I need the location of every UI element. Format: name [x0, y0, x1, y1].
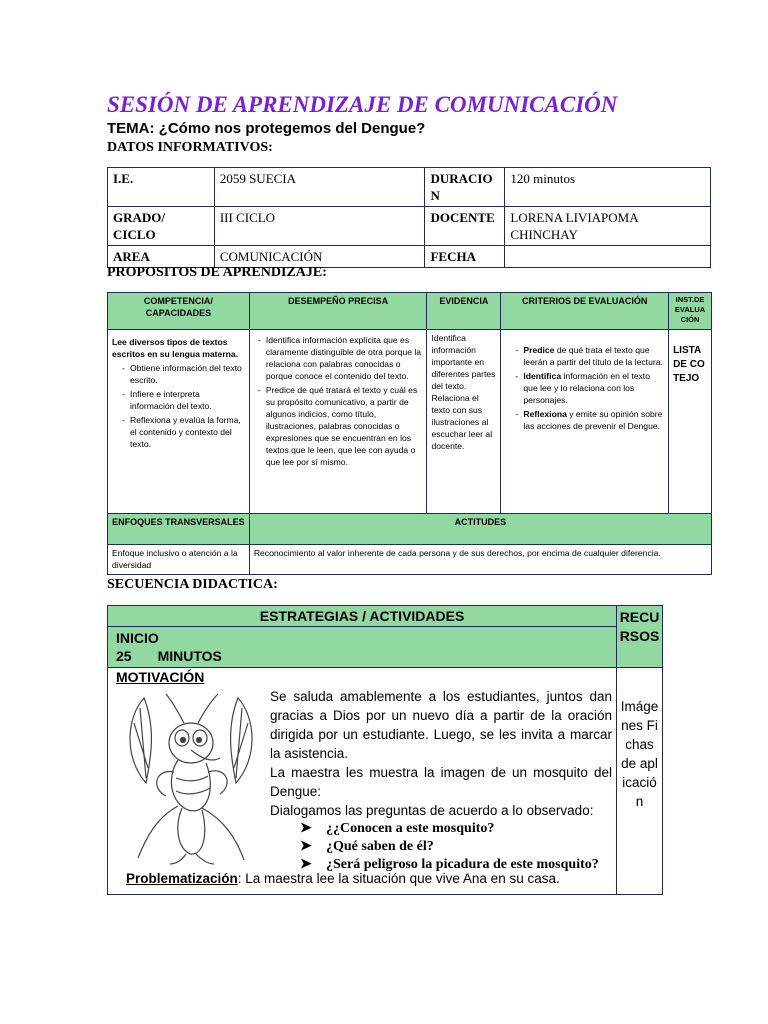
- question-text: ¿¿Conocen a este mosquito?: [326, 821, 495, 836]
- page-title: SESIÓN DE APRENDIZAJE DE COMUNICACIÓN: [107, 92, 618, 117]
- estrategias-header: ESTRATEGIAS / ACTIVIDADES: [108, 606, 617, 627]
- arrow-bullet-icon: ➤: [300, 857, 312, 872]
- competencia-title: Lee diversos tipos de textos escritos en su lengua materna.: [112, 337, 239, 359]
- mosquito-illustration-icon: [116, 688, 266, 866]
- criterio-item: [515, 370, 664, 406]
- actitud-value: Reconocimiento al valor inherente de cada persona y de sus derechos, por encima de cualquier diferencia.: [249, 545, 711, 575]
- criterios-cell: [501, 330, 669, 514]
- topic-line: TEMA: ¿Cómo nos protegemos del Dengue?: [107, 120, 426, 137]
- criterio-text: y emite su opinión sobre las acciones de prevenir el Dengue.: [523, 409, 663, 431]
- capacidad-item: - Reflexiona y evalúa la forma, el contenido y contexto del texto.: [122, 414, 245, 450]
- motivacion-text: [270, 687, 612, 874]
- paragraph: La maestra les muestra la imagen de un mosquito del Dengue:: [270, 765, 612, 799]
- secuencia-table: [107, 605, 663, 895]
- motivacion-cell: [108, 668, 617, 895]
- desempeno-item: - Predice de qué tratará el texto y cuál es su propósito comunicativo, a partir de algunos indicios, como título, ilustraciones, palabras conocidas o expresiones que se encuentran en los textos que le leen, que lee con ayuda o que lee por sí mismo.: [258, 384, 423, 468]
- header-evidencia: EVIDENCIA: [427, 293, 501, 330]
- competencia-cell: [108, 330, 250, 514]
- arrow-bullet-icon: ➤: [300, 821, 312, 836]
- question-item: [270, 820, 612, 838]
- enfoque-value: Enfoque inclusivo o atención a la diversidad: [108, 545, 250, 575]
- grado-value: III CICLO: [214, 207, 425, 246]
- ie-value: 2059 SUECIA: [214, 168, 425, 207]
- question-text: ¿Será peligroso la picadura de este mosquito?: [326, 857, 599, 872]
- evidencia-cell: Identifica información importante en diferentes partes del texto. Relaciona el texto con sus ilustraciones al escuchar leer al docente.: [427, 330, 501, 514]
- header-instrumento: INST.DE EVALUACIÓN: [669, 293, 712, 330]
- propositos-heading: PROPOSITOS DE APRENDIZAJE:: [107, 265, 327, 280]
- fecha-label: FECHA: [425, 246, 505, 268]
- question-item: [270, 838, 612, 856]
- ie-label: I.E.: [108, 168, 215, 207]
- desempeno-item: - Identifica información explícita que es claramente distinguible de otra porque la relaciona con palabras conocidas o porque conoce el contenido del texto.: [258, 334, 423, 382]
- area-value: COMUNICACIÓN: [214, 246, 425, 268]
- docente-label: DOCENTE: [425, 207, 505, 246]
- criterio-verb: Reflexiona: [523, 409, 567, 419]
- datos-heading: DATOS INFORMATIVOS:: [107, 140, 273, 155]
- paragraph: Se saluda amablemente a los estudiantes, juntos dan gracias a Dios por un nuevo día a partir de la oración dirigida por un estudiante. Luego, se les invita a marcar la asistencia.: [270, 689, 612, 761]
- propositos-table: [107, 292, 712, 575]
- actitudes-header: ACTITUDES: [249, 514, 711, 545]
- recursos-header: RECURSOS: [617, 606, 663, 668]
- criterio-item: [515, 408, 664, 432]
- header-competencia: COMPETENCIA/ CAPACIDADES: [108, 293, 250, 330]
- recursos-value: Imágenes Fichas de aplicación: [620, 699, 659, 809]
- criterio-verb: Predice: [523, 345, 555, 355]
- instrumento-cell: [669, 330, 712, 514]
- problematizacion-line: [126, 871, 560, 886]
- duracion-label: DURACION: [425, 168, 505, 207]
- datos-table: [107, 167, 711, 268]
- secuencia-heading: SECUENCIA DIDACTICA:: [107, 577, 278, 592]
- enfoques-header: ENFOQUES TRANSVERSALES: [108, 514, 250, 545]
- header-criterios: CRITERIOS DE EVALUACIÓN: [501, 293, 669, 330]
- area-label: AREA: [108, 246, 215, 268]
- fecha-value: [505, 246, 711, 268]
- inicio-minutes: 25: [116, 648, 132, 664]
- desempeno-cell: [249, 330, 427, 514]
- motivacion-label: MOTIVACIÓN: [116, 669, 205, 685]
- duracion-value: 120 minutos: [505, 168, 711, 207]
- question-text: ¿Qué saben de él?: [326, 839, 434, 854]
- criterio-item: [515, 344, 664, 368]
- capacidad-item: - Obtiene información del texto escrito.: [122, 362, 245, 386]
- criterio-text: información en el texto que lee y lo relaciona con los personajes.: [523, 371, 650, 405]
- paragraph: Dialogamos las preguntas de acuerdo a lo observado:: [270, 803, 594, 818]
- inicio-label: INICIO: [116, 630, 159, 646]
- inicio-unit: MINUTOS: [157, 648, 222, 664]
- problematizacion-text: : La maestra lee la situación que vive Ana en su casa.: [237, 871, 560, 886]
- capacidad-item: - Infiere e interpreta información del texto.: [122, 388, 245, 412]
- recursos-cell: [617, 668, 663, 895]
- criterio-text: de qué trata el texto que leerán a partir del título de la lectura.: [523, 345, 663, 367]
- docente-value: LORENA LIVIAPOMA CHINCHAY: [505, 207, 711, 246]
- header-desempeno: DESEMPEÑO PRECISA: [249, 293, 427, 330]
- instrumento-value: LISTA DE COTEJO: [673, 345, 705, 384]
- problematizacion-label: Problematización: [126, 871, 238, 886]
- inicio-cell: [108, 627, 617, 668]
- arrow-bullet-icon: ➤: [300, 839, 312, 854]
- grado-label: GRADO/ CICLO: [108, 207, 215, 246]
- criterio-verb: Identifica: [523, 371, 562, 381]
